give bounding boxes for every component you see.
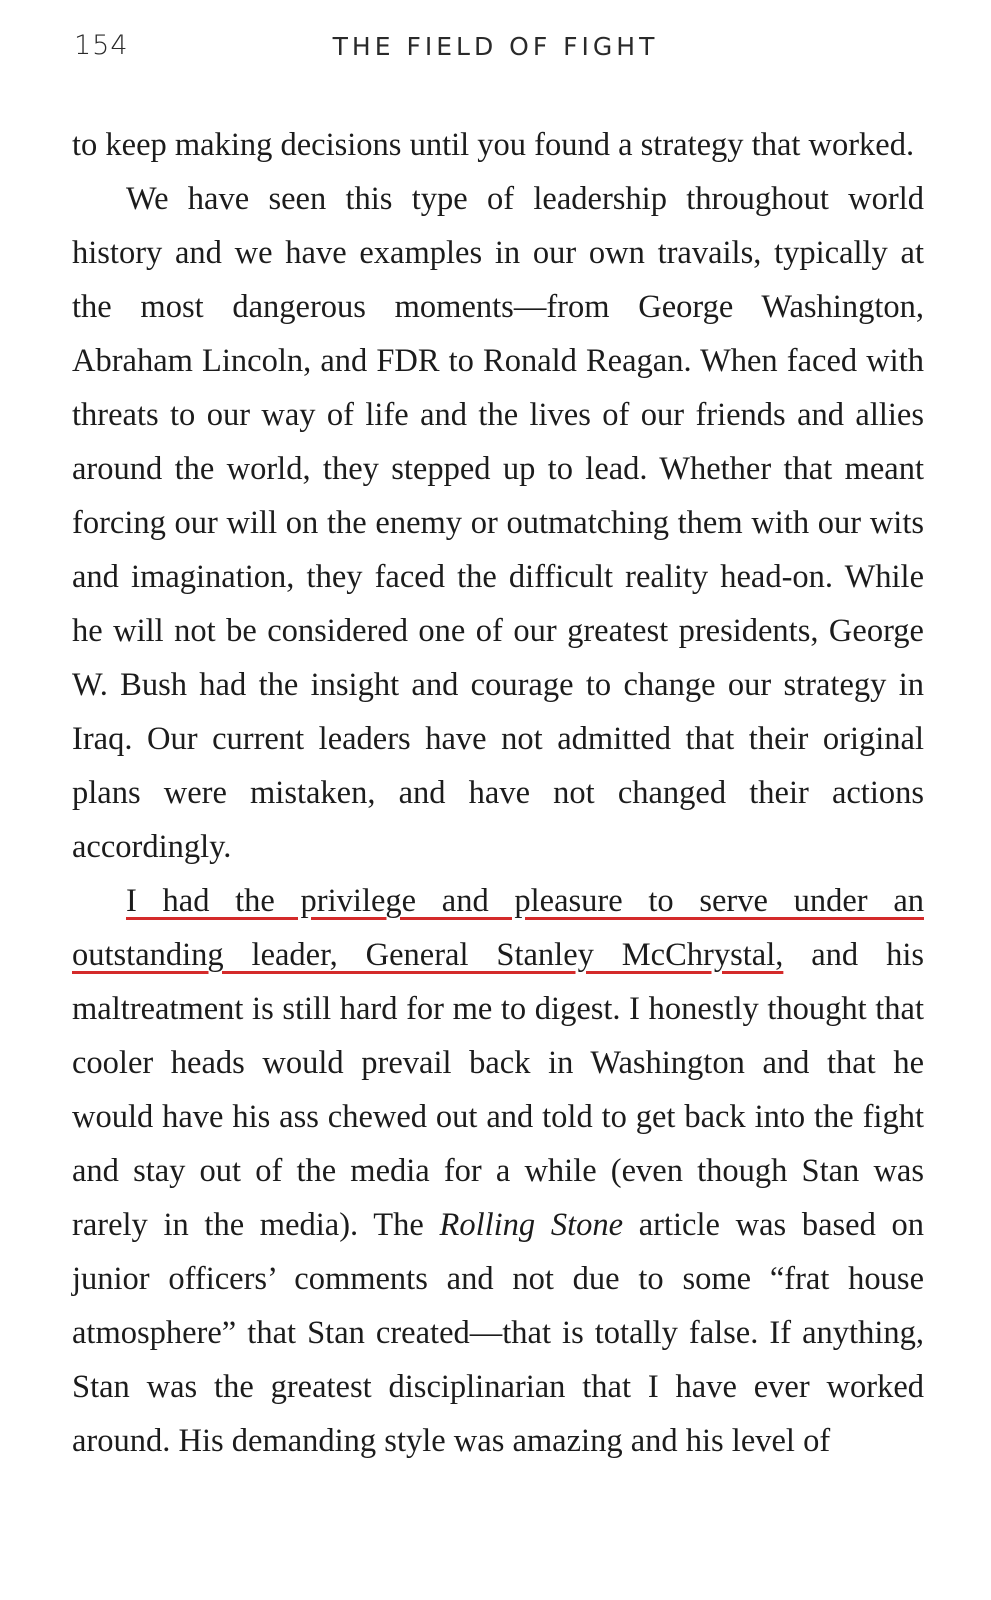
red-underlined-passage: I had the privilege and pleasure to serve under an outstanding leader, General Stanley McChrystal, <box>72 883 924 973</box>
paragraph-2: We have seen this type of leadership throughout world history and we have examples in our own travails, typically at the most dangerous moments—from George Washington, Abraham Lincoln, and FDR to Ronald Reagan. When faced with threats to our way of life and the lives of our friends and allies around the world, they stepped up to lead. Whether that meant forcing our will on the enemy or outmatching them with our wits and imagination, they faced the difficult reality head-on. While he will not be considered one of our greatest presidents, George W. Bush had the insight and courage to change our strategy in Iraq. Our current leaders have not admitted that their original plans were mistaken, and have not changed their actions accordingly. <box>72 181 924 865</box>
paragraph-1: to keep making decisions until you found a strategy that worked. <box>72 127 915 163</box>
paragraph-3-text-a: and his maltreatment is still hard for me to digest. I honestly thought that cooler heads would prevail back in Washington and that he would have his ass chewed out and told to get back into the fight and stay out of the media for a while (even though Stan was rarely in the media). The <box>72 937 924 1243</box>
page-number: 154 <box>74 30 129 61</box>
page-header <box>0 30 991 74</box>
running-title: THE FIELD OF FIGHT <box>332 32 659 61</box>
rolling-stone-title: Rolling Stone <box>439 1207 624 1243</box>
paragraph-3 <box>72 874 924 1468</box>
paragraph-3-text-b: article was based on junior officers’ comments and not due to some “frat house atmosphere” that Stan created—that is totally false. If anything, Stan was the greatest disciplinarian that I have ever worked around. His demanding style was amazing and his level of <box>72 1207 924 1459</box>
body-text <box>72 118 924 1468</box>
